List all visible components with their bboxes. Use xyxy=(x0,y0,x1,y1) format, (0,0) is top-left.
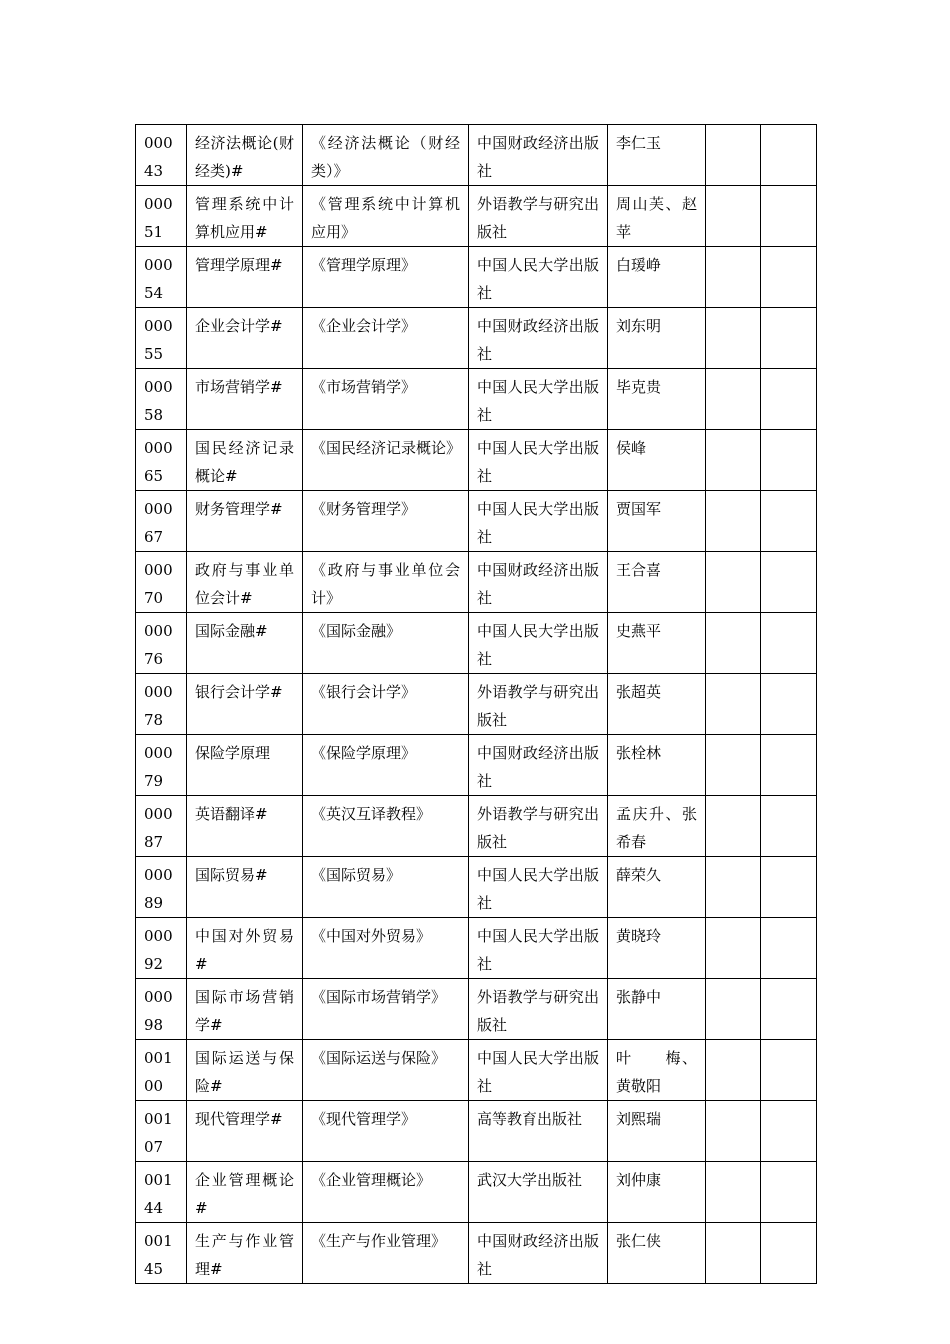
course-code-cell: 00065 xyxy=(136,430,187,491)
course-code-cell: 00078 xyxy=(136,674,187,735)
publisher-cell: 中国财政经济出版社 xyxy=(469,125,608,186)
author-cell: 孟庆升、张希春 xyxy=(608,796,706,857)
table-row xyxy=(136,247,817,308)
author-cell: 薛荣久 xyxy=(608,857,706,918)
publisher-cell: 外语教学与研究出版社 xyxy=(469,674,608,735)
course-code-cell: 00089 xyxy=(136,857,187,918)
course-name-cell: 国际运送与保险# xyxy=(187,1040,303,1101)
empty-cell xyxy=(761,979,817,1040)
empty-cell xyxy=(761,430,817,491)
empty-cell xyxy=(761,491,817,552)
author-cell: 贾国军 xyxy=(608,491,706,552)
publisher-cell: 中国人民大学出版社 xyxy=(469,430,608,491)
course-name-cell: 银行会计学# xyxy=(187,674,303,735)
empty-cell xyxy=(761,674,817,735)
table-row xyxy=(136,552,817,613)
course-name-cell: 生产与作业管理# xyxy=(187,1223,303,1284)
textbook-cell: 《管理系统中计算机应用》 xyxy=(303,186,469,247)
empty-cell xyxy=(761,369,817,430)
author-cell: 毕克贵 xyxy=(608,369,706,430)
table-row xyxy=(136,430,817,491)
table-row xyxy=(136,1101,817,1162)
author-cell: 侯峰 xyxy=(608,430,706,491)
table-row xyxy=(136,979,817,1040)
textbook-cell: 《企业管理概论》 xyxy=(303,1162,469,1223)
textbook-cell: 《经济法概论（财经类）》 xyxy=(303,125,469,186)
empty-cell xyxy=(761,857,817,918)
publisher-cell: 武汉大学出版社 xyxy=(469,1162,608,1223)
course-code-cell: 00092 xyxy=(136,918,187,979)
empty-cell xyxy=(706,430,761,491)
course-name-cell: 财务管理学# xyxy=(187,491,303,552)
author-cell: 张栓林 xyxy=(608,735,706,796)
empty-cell xyxy=(761,1162,817,1223)
course-table xyxy=(135,124,817,1284)
empty-cell xyxy=(706,125,761,186)
empty-cell xyxy=(706,186,761,247)
empty-cell xyxy=(706,1040,761,1101)
textbook-cell: 《现代管理学》 xyxy=(303,1101,469,1162)
publisher-cell: 中国人民大学出版社 xyxy=(469,613,608,674)
course-code-cell: 00043 xyxy=(136,125,187,186)
author-cell: 白瑗峥 xyxy=(608,247,706,308)
empty-cell xyxy=(706,308,761,369)
empty-cell xyxy=(761,1040,817,1101)
course-code-cell: 00087 xyxy=(136,796,187,857)
course-name-cell: 企业会计学# xyxy=(187,308,303,369)
textbook-cell: 《财务管理学》 xyxy=(303,491,469,552)
course-code-cell: 00051 xyxy=(136,186,187,247)
table-row xyxy=(136,735,817,796)
course-code-cell: 00079 xyxy=(136,735,187,796)
course-name-cell: 经济法概论(财经类)# xyxy=(187,125,303,186)
empty-cell xyxy=(761,1223,817,1284)
course-code-cell: 00070 xyxy=(136,552,187,613)
publisher-cell: 中国财政经济出版社 xyxy=(469,735,608,796)
textbook-cell: 《国际运送与保险》 xyxy=(303,1040,469,1101)
course-name-cell: 国际市场营销学# xyxy=(187,979,303,1040)
author-cell: 李仁玉 xyxy=(608,125,706,186)
course-code-cell: 00098 xyxy=(136,979,187,1040)
empty-cell xyxy=(761,308,817,369)
publisher-cell: 中国财政经济出版社 xyxy=(469,1223,608,1284)
course-name-cell: 国民经济记录概论# xyxy=(187,430,303,491)
textbook-cell: 《保险学原理》 xyxy=(303,735,469,796)
publisher-cell: 中国人民大学出版社 xyxy=(469,247,608,308)
course-name-cell: 国际金融# xyxy=(187,613,303,674)
textbook-cell: 《国际市场营销学》 xyxy=(303,979,469,1040)
empty-cell xyxy=(761,1101,817,1162)
table-row xyxy=(136,613,817,674)
table-row xyxy=(136,186,817,247)
publisher-cell: 中国人民大学出版社 xyxy=(469,491,608,552)
table-row xyxy=(136,1223,817,1284)
author-cell: 王合喜 xyxy=(608,552,706,613)
empty-cell xyxy=(706,613,761,674)
publisher-cell: 外语教学与研究出版社 xyxy=(469,796,608,857)
empty-cell xyxy=(761,796,817,857)
empty-cell xyxy=(706,1223,761,1284)
course-code-cell: 00067 xyxy=(136,491,187,552)
empty-cell xyxy=(761,247,817,308)
course-code-cell: 00076 xyxy=(136,613,187,674)
author-cell: 刘仲康 xyxy=(608,1162,706,1223)
table-row xyxy=(136,674,817,735)
publisher-cell: 外语教学与研究出版社 xyxy=(469,186,608,247)
empty-cell xyxy=(706,979,761,1040)
table-row xyxy=(136,125,817,186)
table-row xyxy=(136,1040,817,1101)
publisher-cell: 外语教学与研究出版社 xyxy=(469,979,608,1040)
author-cell: 张超英 xyxy=(608,674,706,735)
course-code-cell: 00107 xyxy=(136,1101,187,1162)
empty-cell xyxy=(706,1162,761,1223)
textbook-cell: 《生产与作业管理》 xyxy=(303,1223,469,1284)
empty-cell xyxy=(706,247,761,308)
author-cell: 张仁侠 xyxy=(608,1223,706,1284)
empty-cell xyxy=(761,125,817,186)
publisher-cell: 中国人民大学出版社 xyxy=(469,1040,608,1101)
publisher-cell: 高等教育出版社 xyxy=(469,1101,608,1162)
course-code-cell: 00058 xyxy=(136,369,187,430)
empty-cell xyxy=(706,918,761,979)
course-code-cell: 00100 xyxy=(136,1040,187,1101)
course-name-cell: 保险学原理 xyxy=(187,735,303,796)
author-cell: 刘东明 xyxy=(608,308,706,369)
empty-cell xyxy=(706,857,761,918)
empty-cell xyxy=(761,918,817,979)
course-code-cell: 00145 xyxy=(136,1223,187,1284)
course-name-cell: 英语翻译# xyxy=(187,796,303,857)
empty-cell xyxy=(706,552,761,613)
textbook-cell: 《政府与事业单位会计》 xyxy=(303,552,469,613)
empty-cell xyxy=(706,796,761,857)
author-cell: 周山芙、赵苹 xyxy=(608,186,706,247)
table-row xyxy=(136,369,817,430)
author-cell: 刘熙瑞 xyxy=(608,1101,706,1162)
course-name-cell: 政府与事业单位会计# xyxy=(187,552,303,613)
empty-cell xyxy=(761,552,817,613)
author-cell: 史燕平 xyxy=(608,613,706,674)
textbook-cell: 《中国对外贸易》 xyxy=(303,918,469,979)
empty-cell xyxy=(706,491,761,552)
course-name-cell: 中国对外贸易# xyxy=(187,918,303,979)
course-name-cell: 国际贸易# xyxy=(187,857,303,918)
publisher-cell: 中国人民大学出版社 xyxy=(469,369,608,430)
textbook-cell: 《市场营销学》 xyxy=(303,369,469,430)
empty-cell xyxy=(706,369,761,430)
textbook-cell: 《国际贸易》 xyxy=(303,857,469,918)
empty-cell xyxy=(706,735,761,796)
empty-cell xyxy=(761,735,817,796)
empty-cell xyxy=(761,613,817,674)
course-code-cell: 00055 xyxy=(136,308,187,369)
table-row xyxy=(136,1162,817,1223)
empty-cell xyxy=(706,1101,761,1162)
course-code-cell: 00054 xyxy=(136,247,187,308)
table-row xyxy=(136,857,817,918)
table-row xyxy=(136,308,817,369)
table-body xyxy=(136,125,817,1284)
textbook-cell: 《国民经济记录概论》 xyxy=(303,430,469,491)
course-name-cell: 企业管理概论# xyxy=(187,1162,303,1223)
course-name-cell: 管理系统中计算机应用# xyxy=(187,186,303,247)
course-code-cell: 00144 xyxy=(136,1162,187,1223)
author-cell: 叶 梅、黄敬阳 xyxy=(608,1040,706,1101)
publisher-cell: 中国财政经济出版社 xyxy=(469,308,608,369)
table-row xyxy=(136,918,817,979)
textbook-cell: 《英汉互译教程》 xyxy=(303,796,469,857)
textbook-cell: 《国际金融》 xyxy=(303,613,469,674)
textbook-cell: 《企业会计学》 xyxy=(303,308,469,369)
course-name-cell: 市场营销学# xyxy=(187,369,303,430)
author-cell: 张静中 xyxy=(608,979,706,1040)
publisher-cell: 中国人民大学出版社 xyxy=(469,857,608,918)
publisher-cell: 中国人民大学出版社 xyxy=(469,918,608,979)
course-name-cell: 管理学原理# xyxy=(187,247,303,308)
textbook-cell: 《银行会计学》 xyxy=(303,674,469,735)
textbook-cell: 《管理学原理》 xyxy=(303,247,469,308)
empty-cell xyxy=(706,674,761,735)
empty-cell xyxy=(761,186,817,247)
table-row xyxy=(136,491,817,552)
table-row xyxy=(136,796,817,857)
author-cell: 黄晓玲 xyxy=(608,918,706,979)
course-name-cell: 现代管理学# xyxy=(187,1101,303,1162)
publisher-cell: 中国财政经济出版社 xyxy=(469,552,608,613)
